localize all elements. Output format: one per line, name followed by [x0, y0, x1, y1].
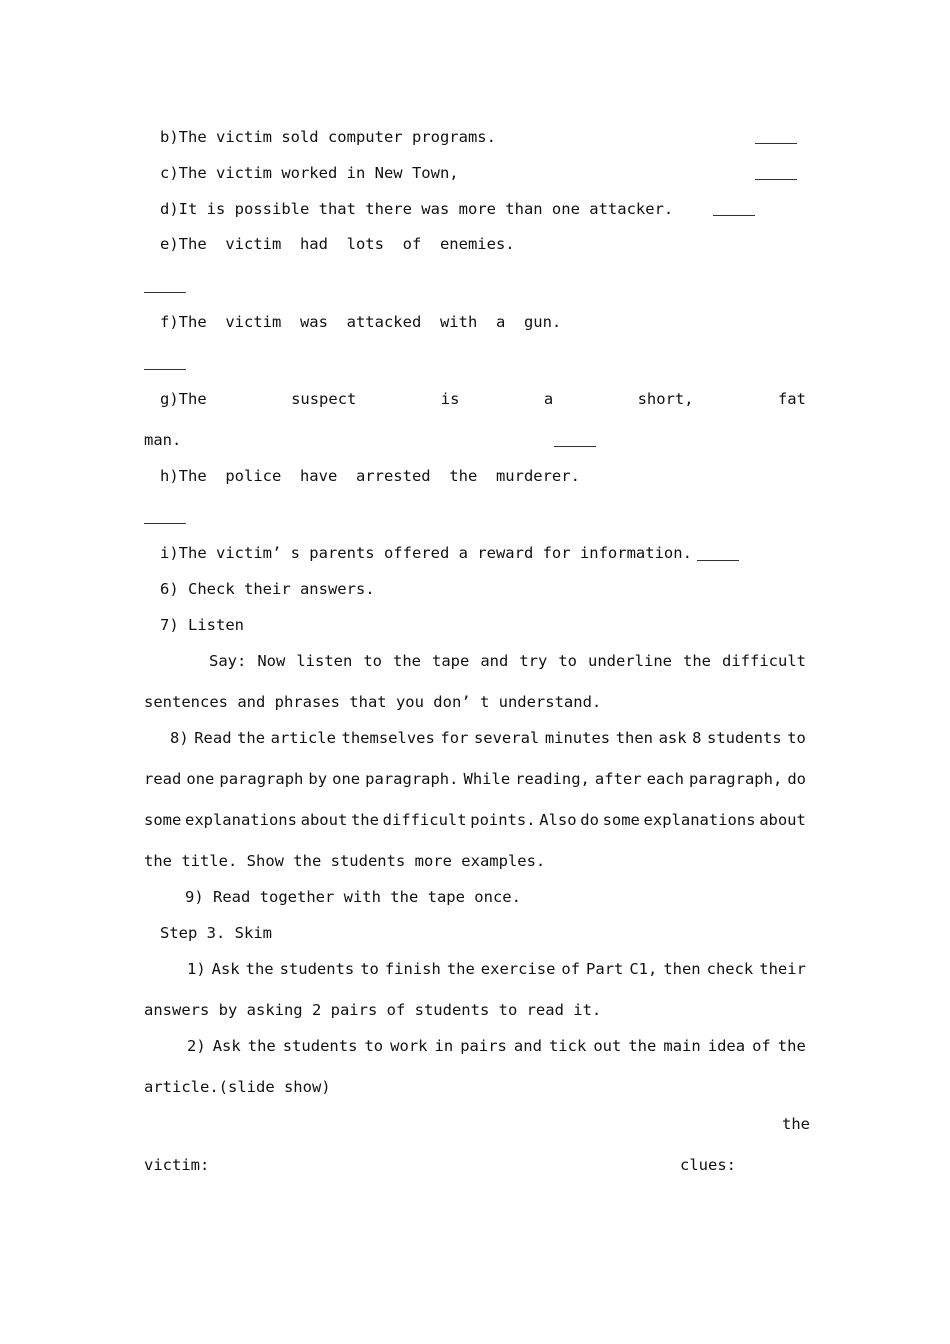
word: points.: [470, 811, 536, 829]
skim-step-1: [187, 959, 806, 979]
word: a: [543, 390, 554, 408]
word: 2): [187, 1037, 206, 1055]
say-instruction-continued: sentences and phrases that you don’ t understand.: [144, 693, 602, 711]
answer-blank-c[interactable]: [755, 179, 797, 180]
word: to: [787, 729, 806, 747]
word: paragraph.: [365, 770, 459, 788]
say-instruction: [209, 651, 806, 671]
word: explanations: [643, 811, 756, 829]
word: finish: [384, 960, 441, 978]
step-check-answers: 6) Check their answers.: [160, 580, 375, 598]
word: exercise: [480, 960, 556, 978]
word: some: [144, 811, 182, 829]
word: and: [513, 1037, 542, 1055]
word: students: [707, 729, 782, 747]
word: Say:: [209, 652, 247, 670]
word: do: [580, 811, 599, 829]
step-read-article-line-3: [144, 810, 806, 830]
word: Ask: [212, 1037, 241, 1055]
word: out: [593, 1037, 622, 1055]
word: 1): [187, 960, 206, 978]
word: reading,: [515, 770, 590, 788]
word: the: [237, 729, 266, 747]
skim-step-2-continued: article.(slide show): [144, 1078, 331, 1096]
word: suspect: [291, 390, 357, 408]
word: check: [706, 960, 754, 978]
word: several: [473, 729, 540, 747]
word: listen: [296, 652, 353, 670]
word: after: [594, 770, 642, 788]
step-read-article-line-2: [144, 769, 806, 789]
word: minutes: [544, 729, 611, 747]
word: their: [759, 960, 806, 978]
word: 8: [692, 729, 702, 747]
word: Now: [257, 652, 286, 670]
word: underline: [588, 652, 672, 670]
word: explanations: [184, 811, 297, 829]
word: of: [561, 960, 581, 978]
word: g)The: [160, 390, 207, 408]
word: of: [752, 1037, 771, 1055]
word: is: [440, 390, 460, 408]
word: about: [759, 811, 806, 829]
word: paragraph,: [688, 770, 783, 788]
statement-g: [160, 389, 806, 409]
word: article: [270, 729, 336, 747]
word: about: [300, 811, 348, 829]
answer-blank-g[interactable]: [554, 446, 596, 447]
step-listen: 7) Listen: [160, 616, 244, 634]
word: the: [350, 811, 379, 829]
word: While: [463, 770, 511, 788]
word: idea: [707, 1037, 746, 1055]
word: the: [247, 1037, 276, 1055]
word: work: [390, 1037, 428, 1055]
word: ask: [658, 729, 687, 747]
word: one: [186, 770, 215, 788]
word: Also: [539, 811, 577, 829]
word: some: [602, 811, 640, 829]
word: paragraph: [219, 770, 304, 788]
statement-f: f)The victim was attacked with a gun.: [160, 313, 562, 331]
word: difficult: [382, 811, 467, 829]
word: C1,: [629, 960, 658, 978]
statement-h: h)The police have arrested the murderer.: [160, 467, 580, 485]
slide-label-clues: clues:: [680, 1156, 736, 1174]
word: the: [245, 960, 274, 978]
statement-b: b)The victim sold computer programs.: [160, 128, 496, 146]
word: the: [393, 652, 421, 670]
word: to: [558, 652, 577, 670]
word: in: [434, 1037, 454, 1055]
word: students: [279, 960, 355, 978]
word: students: [282, 1037, 358, 1055]
word: the: [628, 1037, 657, 1055]
skim-step-2: [187, 1036, 806, 1056]
word: read: [144, 770, 182, 788]
word: by: [308, 770, 328, 788]
answer-blank-d[interactable]: [713, 215, 755, 216]
statement-g-continued: man.: [144, 431, 182, 449]
answer-blank-i[interactable]: [697, 560, 739, 561]
step-read-article-line-4: the title. Show the students more examples.: [144, 852, 546, 870]
statement-i: i)The victim’ s parents offered a reward for information.: [160, 544, 692, 562]
word: try: [519, 652, 548, 670]
word: one: [332, 770, 361, 788]
word: Part: [586, 960, 624, 978]
word: fat: [777, 390, 806, 408]
section-heading-skim: Step 3. Skim: [160, 924, 272, 942]
word: then: [663, 960, 701, 978]
word: do: [787, 770, 806, 788]
word: the: [446, 960, 475, 978]
skim-step-1-continued: answers by asking 2 pairs of students to read it.: [144, 1001, 602, 1019]
word: to: [360, 960, 379, 978]
answer-blank-b[interactable]: [755, 143, 797, 144]
word: and: [480, 652, 509, 670]
word: each: [646, 770, 684, 788]
word: for: [440, 729, 469, 747]
word: difficult: [722, 652, 806, 670]
word: main: [663, 1037, 701, 1055]
word: Ask: [211, 960, 240, 978]
step-read-together: 9) Read together with the tape once.: [185, 888, 521, 906]
statement-c: c)The victim worked in New Town,: [160, 164, 459, 182]
answer-blank-f[interactable]: [144, 369, 186, 370]
word: tape: [432, 652, 470, 670]
word: then: [615, 729, 654, 747]
word: Read: [194, 729, 232, 747]
word: the: [777, 1037, 806, 1055]
slide-label-the: the: [782, 1115, 810, 1133]
word: tick: [548, 1037, 587, 1055]
slide-label-victim: victim:: [144, 1156, 210, 1174]
statement-d: d)It is possible that there was more than one attacker.: [160, 200, 674, 218]
word: pairs: [460, 1037, 507, 1055]
word: the: [683, 652, 711, 670]
step-read-article: [170, 728, 806, 748]
answer-blank-e[interactable]: [144, 292, 186, 293]
answer-blank-h[interactable]: [144, 523, 186, 524]
word: themselves: [341, 729, 435, 747]
word: short,: [637, 390, 694, 408]
statement-e: e)The victim had lots of enemies.: [160, 235, 515, 253]
word: to: [364, 1037, 384, 1055]
word: 8): [170, 729, 189, 747]
word: to: [363, 652, 382, 670]
